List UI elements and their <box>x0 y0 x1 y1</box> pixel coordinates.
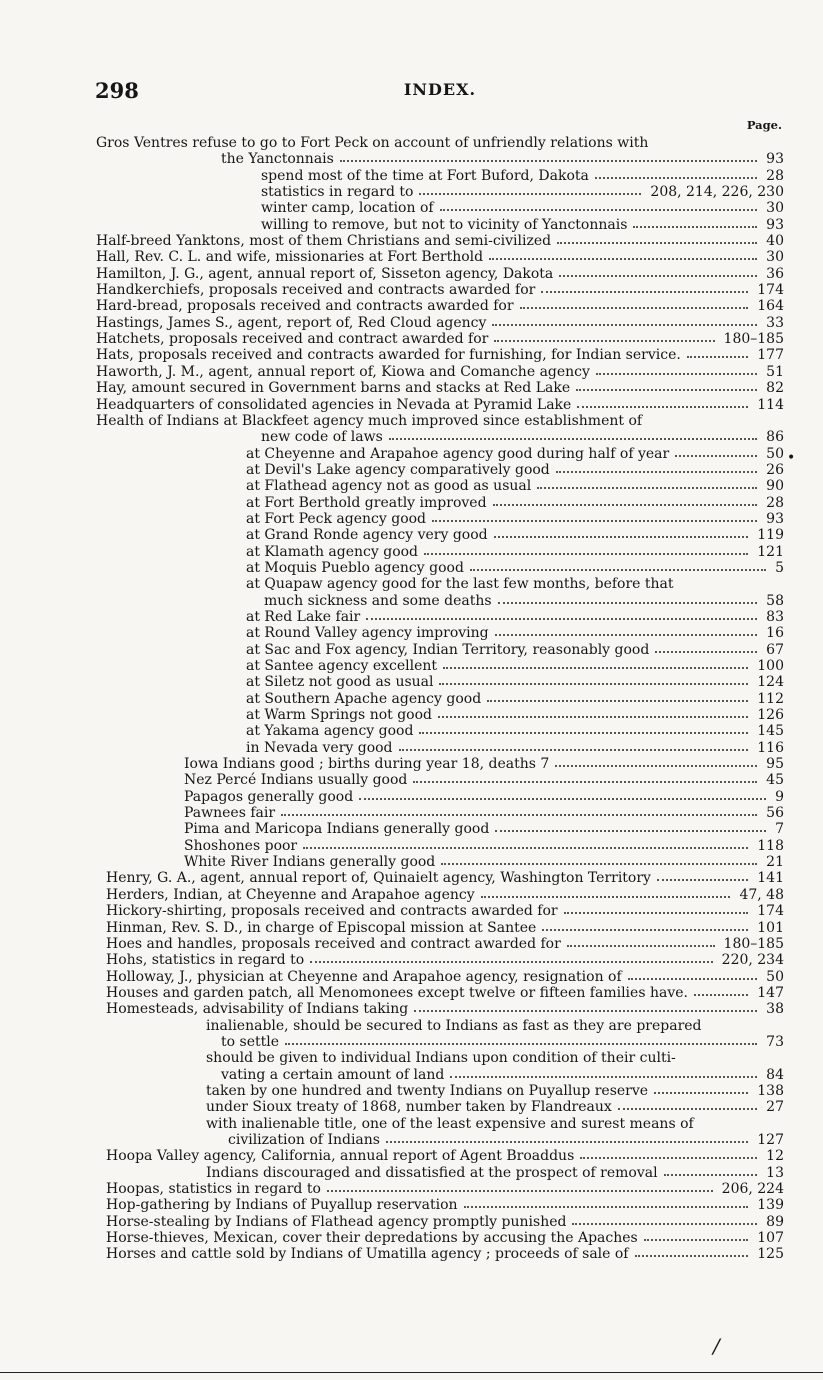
entry-text: at Santee agency excellent <box>246 658 438 674</box>
entry-page: 58 <box>763 593 784 609</box>
index-entry <box>96 609 784 625</box>
dot-leader <box>487 696 748 702</box>
entry-page: 50 <box>763 446 784 462</box>
index-entry <box>96 217 784 233</box>
dot-leader <box>413 777 757 783</box>
index-entry <box>96 249 784 265</box>
entry-page: 93 <box>763 151 784 167</box>
index-entry <box>96 740 784 756</box>
entry-text: Hastings, James S., agent, report of, Red Cloud agency <box>96 314 487 331</box>
dot-leader <box>537 483 757 489</box>
entry-page: 174 <box>754 903 784 919</box>
dot-leader <box>576 385 757 391</box>
entry-page: 100 <box>754 658 784 674</box>
index-entry <box>96 1050 784 1066</box>
entry-page: 139 <box>754 1197 784 1213</box>
entry-text: the Yanctonnais <box>221 151 334 168</box>
entry-text: Henry, G. A., agent, annual report of, Quinaielt agency, Washington Territory <box>106 870 651 887</box>
dot-leader <box>419 189 641 195</box>
index-entry <box>96 1197 784 1213</box>
index-entry <box>96 446 784 462</box>
index-entry <box>96 576 784 592</box>
entry-page: 82 <box>763 380 784 396</box>
index-entry <box>96 462 784 478</box>
dot-leader <box>675 451 757 457</box>
entry-page: 124 <box>754 674 784 690</box>
entry-page: 13 <box>763 1165 784 1181</box>
index-entry <box>96 642 784 658</box>
index-entry <box>96 805 784 821</box>
dot-leader <box>633 222 757 228</box>
dot-leader <box>464 1202 748 1208</box>
entry-page: 177 <box>754 347 784 363</box>
index-entry <box>96 151 784 167</box>
dot-leader <box>495 826 766 832</box>
dot-leader <box>596 369 757 375</box>
dot-leader <box>386 1137 748 1143</box>
entry-text: to settle <box>221 1033 279 1050</box>
dot-leader <box>481 892 730 898</box>
dot-leader <box>657 875 748 881</box>
index-entry <box>96 413 784 429</box>
entry-page: 208, 214, 226, 230 <box>647 184 784 200</box>
entry-text: under Sioux treaty of 1868, number taken by Flandreaux <box>206 1099 612 1116</box>
dot-leader <box>694 990 748 996</box>
index-entry <box>96 1246 784 1262</box>
entry-page: 12 <box>763 1148 784 1164</box>
entry-page: 206, 224 <box>719 1181 784 1197</box>
entry-text: Indians discouraged and dissatisfied at the prospect of removal <box>206 1164 658 1181</box>
entry-text: Hay, amount secured in Government barns and stacks at Red Lake <box>96 380 571 397</box>
dot-leader <box>654 1088 748 1094</box>
index-entry <box>96 380 784 396</box>
index-entry <box>96 1132 784 1148</box>
entry-page: 5 <box>772 560 784 576</box>
entry-page: 93 <box>763 217 784 233</box>
entry-page: 141 <box>754 870 784 886</box>
entry-text: at Warm Springs not good <box>246 707 432 724</box>
dot-leader <box>389 434 757 440</box>
index-entry <box>96 184 784 200</box>
dot-leader <box>520 303 748 309</box>
index-entry <box>96 315 784 331</box>
entry-page: 40 <box>763 233 784 249</box>
index-entry <box>96 821 784 837</box>
dot-leader <box>541 287 748 293</box>
dot-leader <box>498 598 757 604</box>
entry-text: Hard-bread, proposals received and contracts awarded for <box>96 298 514 315</box>
entry-text: at Southern Apache agency good <box>246 690 482 707</box>
index-entry <box>96 266 784 282</box>
entry-page: 67 <box>763 642 784 658</box>
entry-page: 56 <box>763 805 784 821</box>
dot-leader <box>495 630 757 636</box>
entry-text: spend most of the time at Fort Buford, Dakota <box>261 167 589 184</box>
entry-page: 126 <box>754 707 784 723</box>
entry-page: 125 <box>754 1246 784 1262</box>
entry-page: 93 <box>763 511 784 527</box>
entry-page: 36 <box>763 266 784 282</box>
entry-text: Shoshones poor <box>184 837 298 854</box>
entry-page: 27 <box>763 1099 784 1115</box>
entry-text: at Moquis Pueblo agency good <box>246 559 464 576</box>
index-entries <box>96 135 784 1263</box>
entry-text: Hoopas, statistics in regard to <box>106 1181 321 1197</box>
entry-text: Gros Ventres refuse to go to Fort Peck on account of unfriendly relations with <box>96 135 649 151</box>
dot-leader <box>628 974 757 980</box>
dot-leader <box>438 712 748 718</box>
entry-text: statistics in regard to <box>261 184 414 201</box>
entry-text: Hop-gathering by Indians of Puyallup reservation <box>106 1197 458 1214</box>
entry-text: taken by one hundred and twenty Indians on Puyallup reserve <box>206 1082 649 1099</box>
index-entry <box>96 1018 784 1034</box>
entry-text: Horse-stealing by Indians of Flathead agency promptly punished <box>106 1213 567 1230</box>
entry-text: Houses and garden patch, all Menomonees except twelve or fifteen families have. <box>106 984 688 1001</box>
margin-mark: • <box>787 450 796 466</box>
dot-leader <box>494 336 715 342</box>
entry-text: Headquarters of consolidated agencies in Nevada at Pyramid Lake <box>96 396 572 413</box>
entry-page: 33 <box>763 315 784 331</box>
dot-leader <box>556 467 757 473</box>
entry-text: at Klamath agency good <box>246 543 419 560</box>
entry-text: at Flathead agency not as good as usual <box>246 478 532 495</box>
entry-text: at Fort Berthold greatly improved <box>246 494 487 511</box>
entry-text: at Devil's Lake agency comparatively good <box>246 461 550 478</box>
dot-leader <box>687 352 748 358</box>
dot-leader <box>366 614 757 620</box>
entry-page: 112 <box>754 691 784 707</box>
entry-text: at Red Lake fair <box>246 608 361 625</box>
entry-text: vating a certain amount of land <box>221 1066 445 1083</box>
dot-leader <box>281 810 757 816</box>
index-entry <box>96 364 784 380</box>
entry-page: 89 <box>763 1214 784 1230</box>
index-entry <box>96 756 784 772</box>
index-entry <box>96 674 784 690</box>
index-entry <box>96 969 784 985</box>
dot-leader <box>559 271 757 277</box>
entry-text: at Grand Ronde agency very good <box>246 527 488 544</box>
entry-text: with inalienable title, one of the least expensive and surest means of <box>206 1115 694 1132</box>
entry-text: Hamilton, J. G., agent, annual report of, Sisseton agency, Dakota <box>96 265 554 282</box>
entry-text: Horse-thieves, Mexican, cover their depredations by accusing the Apaches <box>106 1230 638 1247</box>
dot-leader <box>310 957 713 963</box>
index-entry <box>96 789 784 805</box>
index-entry <box>96 707 784 723</box>
dot-leader <box>635 1251 748 1257</box>
dot-leader <box>644 1235 748 1241</box>
entry-text: Haworth, J. M., agent, annual report of, Kiowa and Comanche agency <box>96 363 590 380</box>
index-entry <box>96 936 784 952</box>
entry-text: Homesteads, advisability of Indians taking <box>106 1001 409 1018</box>
entry-page: 30 <box>763 249 784 265</box>
entry-text: willing to remove, but not to vicinity of Yanctonnais <box>261 216 628 233</box>
index-entry <box>96 1001 784 1017</box>
index-entry <box>96 511 784 527</box>
index-entry <box>96 1230 784 1246</box>
entry-page: 180–185 <box>721 936 784 952</box>
index-entry <box>96 625 784 641</box>
entry-text: much sickness and some deaths <box>264 592 492 609</box>
entry-page: 9 <box>772 789 784 805</box>
index-entry <box>96 495 784 511</box>
entry-page: 84 <box>763 1067 784 1083</box>
entry-text: Papagos generally good <box>184 788 354 805</box>
entry-page: 147 <box>754 985 784 1001</box>
index-entry <box>96 1083 784 1099</box>
entry-text: at Yakama agency good <box>246 723 414 740</box>
dot-leader <box>424 549 748 555</box>
entry-page: 7 <box>772 821 784 837</box>
page-number: 298 <box>95 78 139 103</box>
entry-text: should be given to individual Indians upon condition of their culti- <box>206 1050 676 1067</box>
dot-leader <box>419 728 748 734</box>
entry-page: 83 <box>763 609 784 625</box>
index-entry <box>96 1165 784 1181</box>
index-entry <box>96 920 784 936</box>
index-entry <box>96 985 784 1001</box>
entry-page: 101 <box>754 920 784 936</box>
entry-page: 174 <box>754 282 784 298</box>
dot-leader <box>557 238 757 244</box>
entry-text: civilization of Indians <box>228 1131 380 1148</box>
index-entry <box>96 168 784 184</box>
entry-page: 30 <box>763 200 784 216</box>
entry-text: Health of Indians at Blackfeet agency much improved since establishment of <box>96 412 643 429</box>
entry-text: Hohs, statistics in regard to <box>106 952 305 969</box>
index-entry <box>96 887 784 903</box>
entry-text: at Round Valley agency improving <box>246 625 489 642</box>
entry-page: 119 <box>754 527 784 543</box>
entry-text: Holloway, J., physician at Cheyenne and Arapahoe agency, resignation of <box>106 968 622 985</box>
index-entry <box>96 298 784 314</box>
entry-page: 118 <box>754 838 784 854</box>
dot-leader <box>595 173 757 179</box>
page-edge <box>0 1372 823 1374</box>
dot-leader <box>655 647 757 653</box>
dot-leader <box>618 1104 757 1110</box>
entry-page: 16 <box>763 625 784 641</box>
entry-page: 73 <box>763 1034 784 1050</box>
entry-page: 95 <box>763 756 784 772</box>
entry-page: 127 <box>754 1132 784 1148</box>
page-header <box>95 78 785 102</box>
entry-text: at Siletz not good as usual <box>246 674 434 691</box>
index-entry <box>96 200 784 216</box>
entry-page: 180–185 <box>721 331 784 347</box>
entry-text: Hall, Rev. C. L. and wife, missionaries at Fort Berthold <box>96 249 484 266</box>
entry-text: Hickory-shirting, proposals received and contracts awarded for <box>106 903 558 920</box>
dot-leader <box>303 843 748 849</box>
entry-text: at Sac and Fox agency, Indian Territory, reasonably good <box>246 641 650 658</box>
entry-page: 47, 48 <box>736 887 784 903</box>
index-entry <box>96 838 784 854</box>
page-title: INDEX. <box>403 80 477 99</box>
entry-page: 51 <box>763 364 784 380</box>
index-entry <box>96 1034 784 1050</box>
dot-leader <box>340 156 757 162</box>
entry-page: 121 <box>754 544 784 560</box>
dot-leader <box>450 1072 757 1078</box>
dot-leader <box>493 500 757 506</box>
entry-text: Nez Percé Indians usually good <box>184 772 408 789</box>
entry-text: Pima and Maricopa Indians generally good <box>184 821 490 838</box>
entry-page: 50 <box>763 969 784 985</box>
entry-text: Pawnees fair <box>184 805 276 822</box>
entry-page: 86 <box>763 429 784 445</box>
dot-leader <box>470 565 766 571</box>
index-entry <box>96 560 784 576</box>
dot-leader <box>542 925 748 931</box>
entry-page: 90 <box>763 478 784 494</box>
index-entry <box>96 903 784 919</box>
dot-leader <box>492 320 757 326</box>
entry-page: 45 <box>763 772 784 788</box>
dot-leader <box>577 402 748 408</box>
index-entry <box>96 544 784 560</box>
entry-text: in Nevada very good <box>246 739 393 756</box>
entry-text: Hinman, Rev. S. D., in charge of Episcopal mission at Santee <box>106 919 537 936</box>
entry-text: Hats, proposals received and contracts awarded for furnishing, for Indian service. <box>96 347 681 364</box>
dot-leader <box>327 1186 713 1192</box>
index-entry <box>96 282 784 298</box>
entry-page: 38 <box>763 1001 784 1017</box>
entry-page: 145 <box>754 723 784 739</box>
dot-leader <box>564 908 748 914</box>
index-entry <box>96 135 784 151</box>
index-entry <box>96 527 784 543</box>
index-entry <box>96 233 784 249</box>
dot-leader <box>440 205 757 211</box>
dot-leader <box>567 941 715 947</box>
index-entry <box>96 397 784 413</box>
dot-leader <box>399 745 748 751</box>
entry-text: at Cheyenne and Arapahoe agency good during half of year <box>246 445 670 462</box>
index-entry <box>96 1148 784 1164</box>
entry-text: Handkerchiefs, proposals received and contracts awarded for <box>96 282 536 299</box>
entry-text: Hoopa Valley agency, California, annual report of Agent Broaddus <box>106 1148 575 1165</box>
entry-text: new code of laws <box>261 429 383 446</box>
entry-page: 28 <box>763 168 784 184</box>
dot-leader <box>439 679 748 685</box>
dot-leader <box>443 663 748 669</box>
dot-leader <box>489 254 757 260</box>
entry-page: 107 <box>754 1230 784 1246</box>
pen-mark: / <box>713 1334 720 1358</box>
dot-leader <box>414 1006 757 1012</box>
entry-text: Half-breed Yanktons, most of them Christians and semi-civilized <box>96 233 552 250</box>
index-entry <box>96 854 784 870</box>
entry-text: Herders, Indian, at Cheyenne and Arapahoe agency <box>106 886 475 903</box>
index-entry <box>96 1214 784 1230</box>
index-entry <box>96 347 784 363</box>
index-entry <box>96 429 784 445</box>
index-entry <box>96 1099 784 1115</box>
entry-text: Horses and cattle sold by Indians of Umatilla agency ; proceeds of sale of <box>106 1246 629 1263</box>
entry-page: 26 <box>763 462 784 478</box>
entry-page: 220, 234 <box>719 952 784 968</box>
index-entry <box>96 478 784 494</box>
dot-leader <box>555 761 757 767</box>
dot-leader <box>359 794 766 800</box>
index-entry <box>96 1067 784 1083</box>
dot-leader <box>664 1170 757 1176</box>
index-entry <box>96 691 784 707</box>
entry-text: winter camp, location of <box>261 200 434 217</box>
entry-text: at Quapaw agency good for the last few months, before that <box>246 576 674 593</box>
dot-leader <box>432 516 757 522</box>
index-entry <box>96 723 784 739</box>
dot-leader <box>572 1219 757 1225</box>
index-entry <box>96 952 784 968</box>
entry-page: 28 <box>763 495 784 511</box>
page-column-heading: Page. <box>746 118 782 132</box>
index-entry <box>96 331 784 347</box>
index-entry <box>96 870 784 886</box>
entry-page: 116 <box>754 740 784 756</box>
entry-text: Iowa Indians good ; births during year 18, deaths 7 <box>184 756 550 773</box>
dot-leader <box>441 859 757 865</box>
index-entry <box>96 1116 784 1132</box>
entry-page: 138 <box>754 1083 784 1099</box>
index-entry <box>96 1181 784 1197</box>
entry-text: Hatchets, proposals received and contract awarded for <box>96 331 489 348</box>
entry-text: Hoes and handles, proposals received and contract awarded for <box>106 935 561 952</box>
entry-text: White River Indians generally good <box>184 854 436 871</box>
entry-text: inalienable, should be secured to Indians as fast as they are prepared <box>206 1017 702 1034</box>
index-entry <box>96 772 784 788</box>
entry-page: 114 <box>754 397 784 413</box>
entry-page: 21 <box>763 854 784 870</box>
entry-text: at Fort Peck agency good <box>246 510 427 527</box>
dot-leader <box>494 532 748 538</box>
dot-leader <box>580 1153 757 1159</box>
index-entry <box>96 593 784 609</box>
dot-leader <box>285 1039 757 1045</box>
entry-page: 164 <box>754 298 784 314</box>
index-entry <box>96 658 784 674</box>
